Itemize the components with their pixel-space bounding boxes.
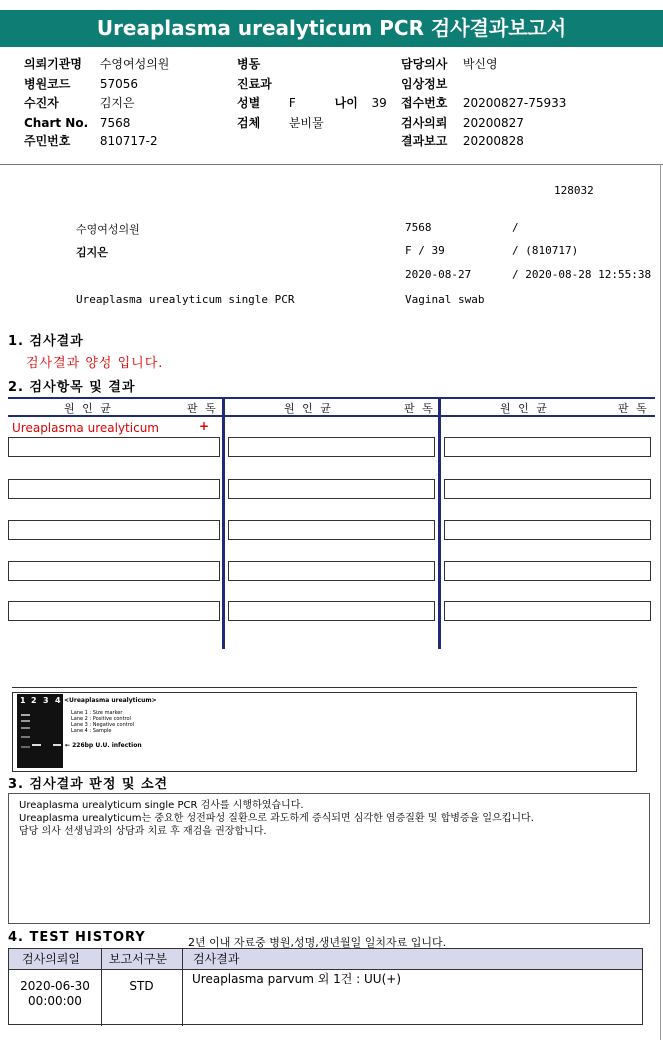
chart-value: 7568 — [99, 116, 131, 130]
summary-sex-age: F / 39 — [405, 244, 445, 257]
summary-chart-no: 7568 — [405, 221, 432, 234]
result-cell — [8, 479, 220, 499]
summary-birth: / (810717) — [512, 244, 579, 257]
gel-title: <Ureaplasma urealyticum> — [64, 697, 157, 704]
hospital-code-value: 57056 — [99, 77, 139, 91]
summary-specimen: Vaginal swab — [405, 293, 485, 306]
section2-heading: 2. 검사항목 및 결과 — [8, 380, 136, 395]
summary-request-date: 2020-08-27 — [405, 268, 472, 281]
gel-lane-legend: Lane 2 : Positive control — [71, 716, 131, 722]
request-value: 20200827 — [462, 116, 524, 130]
sample-band — [53, 744, 61, 746]
patient-row — [24, 95, 135, 111]
history-result: Ureaplasma parvum 외 1건 : UU(+) — [192, 972, 402, 986]
result-cell — [8, 437, 220, 457]
history-table — [8, 948, 643, 1025]
receipt-row — [401, 95, 566, 111]
doctor-value: 박신영 — [462, 57, 498, 71]
marker-band — [21, 714, 30, 716]
chart-row — [24, 115, 130, 131]
result-cell — [444, 561, 651, 581]
history-col-result: 검사결과 — [193, 952, 240, 966]
marker-band — [21, 736, 30, 738]
marker-band — [21, 746, 30, 748]
result-cell — [444, 437, 651, 457]
specimen-label: 검체 — [237, 116, 261, 130]
marker-band — [21, 727, 30, 729]
history-col-type: 보고서구분 — [109, 952, 167, 966]
history-date-time: 00:00:00 — [28, 994, 82, 1008]
section3-heading: 3. 검사결과 판정 및 소견 — [8, 777, 169, 792]
organism-name: Ureaplasma urealyticum — [12, 421, 159, 435]
history-note: 2년 이내 자료중 병원,성명,생년월일 일치자료 입니다. — [188, 936, 447, 949]
gel-lane-legend: Lane 3 : Negative control — [71, 722, 135, 728]
history-table-header — [9, 949, 642, 970]
specimen-row — [237, 115, 324, 131]
history-date-day: 2020-06-30 — [20, 979, 90, 993]
resident-value: 810717-2 — [99, 134, 158, 148]
result-cell — [444, 479, 651, 499]
results-table-top-border — [8, 397, 655, 399]
hospital-code-label: 병원코드 — [24, 77, 71, 91]
patient-value: 김지은 — [99, 96, 135, 110]
gel-top-rule — [12, 687, 637, 688]
gel-electrophoresis-image — [17, 694, 63, 768]
summary-patient: 김지은 — [76, 246, 108, 259]
col-pathogen-3: 원 인 균 — [500, 402, 549, 415]
clinical-row — [401, 76, 463, 92]
report-label: 결과보고 — [401, 134, 448, 148]
age-label: 나이 — [334, 96, 358, 110]
clinical-label: 임상정보 — [401, 77, 448, 91]
result-cell — [228, 561, 435, 581]
section1-heading: 1. 검사결과 — [8, 334, 84, 349]
institution-label: 의뢰기관명 — [24, 57, 82, 71]
result-cell — [8, 561, 220, 581]
history-type: STD — [129, 979, 154, 993]
header-divider — [0, 164, 663, 165]
institution-row — [24, 56, 169, 72]
results-table-col-divider-2 — [438, 397, 441, 649]
gel-lane-legend: Lane 4 : Sample — [71, 728, 112, 734]
comment-line: Ureaplasma urealyticum는 중요한 성전파성 질환으로 과도하게 증식되면 심각한 염증질환 및 합병증을 일으킵니다. — [19, 813, 534, 824]
positive-control-band — [32, 744, 41, 746]
results-table-col-divider-1 — [222, 397, 225, 649]
comment-box — [8, 793, 650, 924]
gel-band-annotation: ← 226bp U.U. infection — [65, 742, 142, 749]
history-col-divider — [182, 949, 183, 1026]
hospital-code-row — [24, 76, 138, 92]
doctor-row — [401, 56, 498, 72]
gel-lane-number: 3 — [43, 696, 49, 705]
dept-label: 진료과 — [237, 77, 272, 91]
report-code: 128032 — [554, 184, 594, 197]
result-cell — [228, 437, 435, 457]
doctor-label: 담당의사 — [401, 57, 448, 71]
result-cell — [228, 601, 435, 621]
col-pathogen-2: 원 인 균 — [284, 402, 333, 415]
result-cell — [8, 520, 220, 540]
summary-slash: / — [512, 221, 519, 234]
resident-label: 주민번호 — [24, 134, 71, 148]
history-col-date: 검사의뢰일 — [22, 952, 80, 966]
organism-result: + — [199, 419, 210, 433]
gel-lane-number: 1 — [20, 696, 26, 705]
ward-label: 병동 — [237, 57, 261, 71]
report-title: Ureaplasma urealyticum PCR 검사결과보고서 — [0, 10, 663, 47]
resident-row — [24, 133, 158, 149]
gel-lane-legend: Lane 1 : Size marker — [71, 710, 123, 716]
institution-value: 수영여성의원 — [99, 57, 170, 71]
col-pathogen-1: 원 인 균 — [64, 402, 113, 415]
summary-test-name: Ureaplasma urealyticum single PCR — [76, 293, 295, 306]
dept-row — [237, 76, 276, 92]
sex-label: 성별 — [237, 96, 261, 110]
col-judgement-3: 판 독 — [618, 402, 649, 415]
page-right-border — [660, 164, 661, 1040]
history-date — [9, 979, 101, 1009]
gel-lane-number: 2 — [31, 696, 37, 705]
summary-institution: 수영여성의원 — [76, 223, 140, 236]
result-cell — [444, 520, 651, 540]
summary-report-datetime: / 2020-08-28 12:55:38 — [512, 268, 652, 281]
sex-value: F — [288, 96, 296, 110]
result-cell — [8, 601, 220, 621]
gel-lane-number: 4 — [55, 696, 61, 705]
receipt-label: 접수번호 — [401, 96, 448, 110]
report-row — [401, 133, 524, 149]
request-label: 검사의뢰 — [401, 116, 448, 130]
request-row — [401, 115, 524, 131]
sex-age-row — [237, 95, 387, 111]
col-judgement-2: 판 독 — [404, 402, 435, 415]
comment-line: Ureaplasma urealyticum single PCR 검사를 시행하였습니다. — [19, 800, 304, 811]
patient-label: 수진자 — [24, 96, 59, 110]
section4-heading: 4. TEST HISTORY — [8, 930, 146, 945]
ward-row — [237, 56, 264, 72]
col-judgement-1: 판 독 — [187, 402, 218, 415]
specimen-value: 분비물 — [288, 116, 324, 130]
positive-result: 검사결과 양성 입니다. — [26, 356, 164, 371]
receipt-value: 20200827-75933 — [462, 96, 567, 110]
result-cell — [228, 479, 435, 499]
age-value: 39 — [371, 96, 387, 110]
result-cell — [444, 601, 651, 621]
report-value: 20200828 — [462, 134, 524, 148]
marker-band — [21, 720, 30, 722]
chart-label: Chart No. — [24, 116, 89, 130]
comment-line: 담당 의사 선생님과의 상담과 치료 후 재검을 권장합니다. — [19, 826, 267, 837]
result-cell — [228, 520, 435, 540]
